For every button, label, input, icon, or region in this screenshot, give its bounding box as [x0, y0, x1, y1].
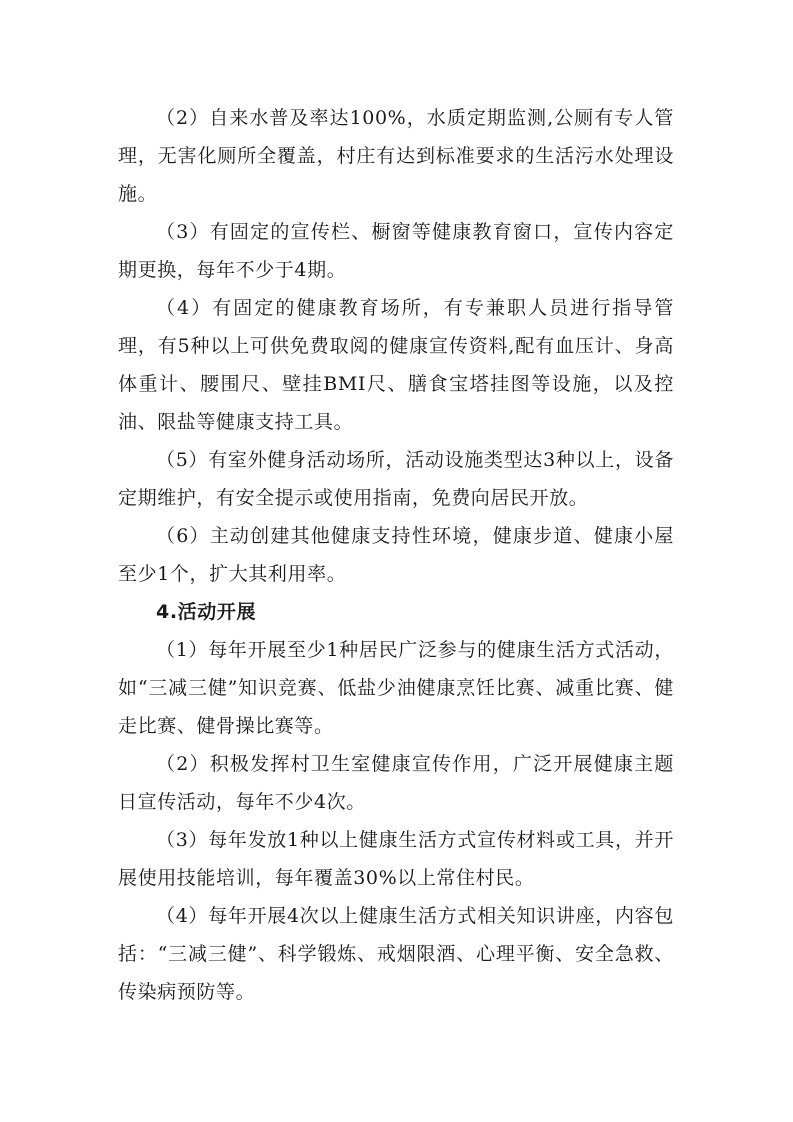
paragraph-item-2-water-sanitation: （2）自来水普及率达100%，水质定期监测,公厕有专人管理，无害化厕所全覆盖，村庄有达到标准要求的生活污水处理设施。 — [118, 107, 674, 205]
document-page — [118, 99, 674, 1011]
paragraph-item-3-publicity-board: （3）有固定的宣传栏、橱窗等健康教育窗口，宣传内容定期更换，每年不少于4期。 — [118, 221, 674, 281]
paragraph-item-4-education-venue: （4）有固定的健康教育场所，有专兼职人员进行指导管理，有5种以上可供免费取阅的健康宣传资料,配有血压计、身高体重计、腰围尺、壁挂BMI尺、膳食宝塔挂图等设施，以及控油、限盐等健康支持工具。 — [118, 297, 674, 433]
paragraph-activity-2-theme-days: （2）积极发挥村卫生室健康宣传作用，广泛开展健康主题日宣传活动，每年不少4次。 — [118, 753, 674, 813]
paragraph-activity-3-materials: （3）每年发放1种以上健康生活方式宣传材料或工具，并开展使用技能培训，每年覆盖30%以上常住村民。 — [118, 829, 674, 889]
paragraph-item-5-fitness-venue: （5）有室外健身活动场所，活动设施类型达3种以上，设备定期维护，有安全提示或使用指南，免费向居民开放。 — [118, 449, 674, 509]
paragraph-activity-1-lifestyle-events: （1）每年开展至少1种居民广泛参与的健康生活方式活动，如“三减三健”知识竞赛、低盐少油健康烹饪比赛、减重比赛、健走比赛、健骨操比赛等。 — [118, 639, 674, 737]
paragraph-item-6-supportive-environment: （6）主动创建其他健康支持性环境，健康步道、健康小屋至少1个，扩大其利用率。 — [118, 525, 674, 585]
paragraph-activity-4-lectures: （4）每年开展4次以上健康生活方式相关知识讲座，内容包括：“三减三健”、科学锻炼、戒烟限酒、心理平衡、安全急救、传染病预防等。 — [118, 905, 674, 1003]
section-heading-activities: 4.活动开展 — [156, 601, 257, 623]
